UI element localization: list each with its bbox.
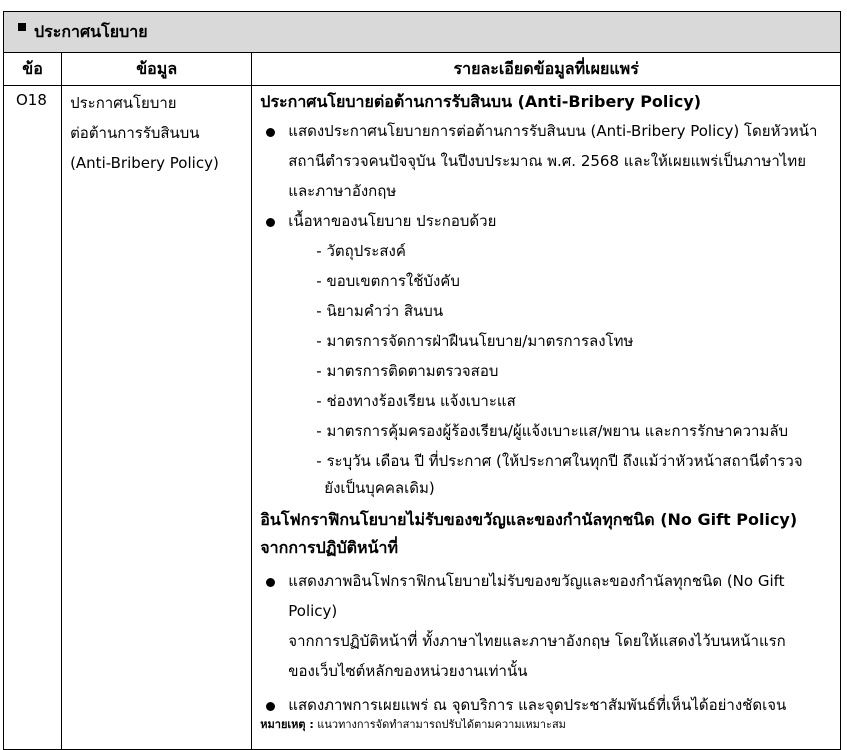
row-topic [62,86,252,750]
topic-line: ประกาศนโยบาย [70,94,177,112]
policy-table-wrapper [3,11,841,750]
bullet-line: ของเว็บไซต์หลักของหน่วยงานเท่านั้น [288,662,528,680]
table-row [4,86,841,750]
row-detail [252,86,841,750]
sub-item: - มาตรการติดตามตรวจสอบ [316,362,499,380]
bullet-line: แสดงประกาศนโยบายการต่อต้านการรับสินบน (Anti-Bribery Policy) โดยหัวหน้า [288,122,818,140]
detail-heading: จากการปฏิบัติหน้าที่ [260,538,399,557]
detail-heading: ประกาศนโยบายต่อต้านการรับสินบน (Anti-Bribery Policy) [260,92,702,111]
bullet-line: และภาษาอังกฤษ [288,182,397,200]
section-title: ประกาศนโยบาย [34,21,148,41]
detail-bullet [260,116,836,206]
topic-line: (Anti-Bribery Policy) [70,154,219,172]
detail-heading: อินโฟกราฟิกนโยบายไม่รับของขวัญและของกำนัลทุกชนิด (No Gift Policy) [260,510,798,529]
bullet-line: แสดงภาพอินโฟกราฟิกนโยบายไม่รับของขวัญและของกำนัลทุกชนิด (No Gift Policy) [288,572,785,620]
bullet-line: สถานีตำรวจคนปัจจุบัน ในปีงบประมาณ พ.ศ. 2568 และให้เผยแพร่เป็นภาษาไทย [288,152,806,170]
policy-table [3,11,841,750]
bullet-line: แสดงภาพการเผยแพร่ ณ จุดบริการ และจุดประชาสัมพันธ์ที่เห็นได้อย่างชัดเจน [288,696,787,714]
detail-bullet [260,206,836,236]
sub-item: - มาตรการคุ้มครองผู้ร้องเรียน/ผู้แจ้งเบาะแส/พยาน และการรักษาความลับ [316,422,789,440]
bullet-line: เนื้อหาของนโยบาย ประกอบด้วย [288,212,497,230]
sub-item: - วัตถุประสงค์ [316,242,406,260]
detail-bullet [260,690,836,720]
topic-line: ต่อต้านการรับสินบน [70,124,200,142]
detail-bullet [260,566,836,686]
bullet-icon [266,128,275,137]
bullet-icon [266,578,275,587]
sub-item: - ขอบเขตการใช้บังคับ [316,272,460,290]
sub-item-continuation: ยังเป็นบุคคลเดิม) [324,479,435,497]
section-header-row [4,12,841,53]
column-header-detail: รายละเอียดข้อมูลที่เผยแพร่ [252,53,841,86]
column-header-no: ข้อ [4,53,62,86]
sub-item: - มาตรการจัดการฝ่าฝืนนโยบาย/มาตรการลงโทษ [316,332,634,350]
section-header [4,12,841,53]
footnote-text: แนวทางการจัดทำสามารถปรับได้ตามความเหมาะสม [313,718,566,731]
row-id: O18 [4,86,62,750]
sub-item: - นิยามคำว่า สินบน [316,302,444,320]
bullet-line: จากการปฏิบัติหน้าที่ ทั้งภาษาไทยและภาษาอังกฤษ โดยให้แสดงไว้บนหน้าแรก [288,632,786,650]
column-header-info: ข้อมูล [62,53,252,86]
footnote-label: หมายเหตุ : [260,718,314,731]
square-bullet-icon [18,23,26,31]
column-header-row [4,53,841,86]
bullet-icon [266,218,275,227]
sub-item: - ระบุวัน เดือน ปี ที่ประกาศ (ให้ประกาศในทุกปี ถึงแม้ว่าหัวหน้าสถานีตำรวจ [316,452,803,470]
sub-item: - ช่องทางร้องเรียน แจ้งเบาะแส [316,392,516,410]
bullet-icon [266,702,275,711]
